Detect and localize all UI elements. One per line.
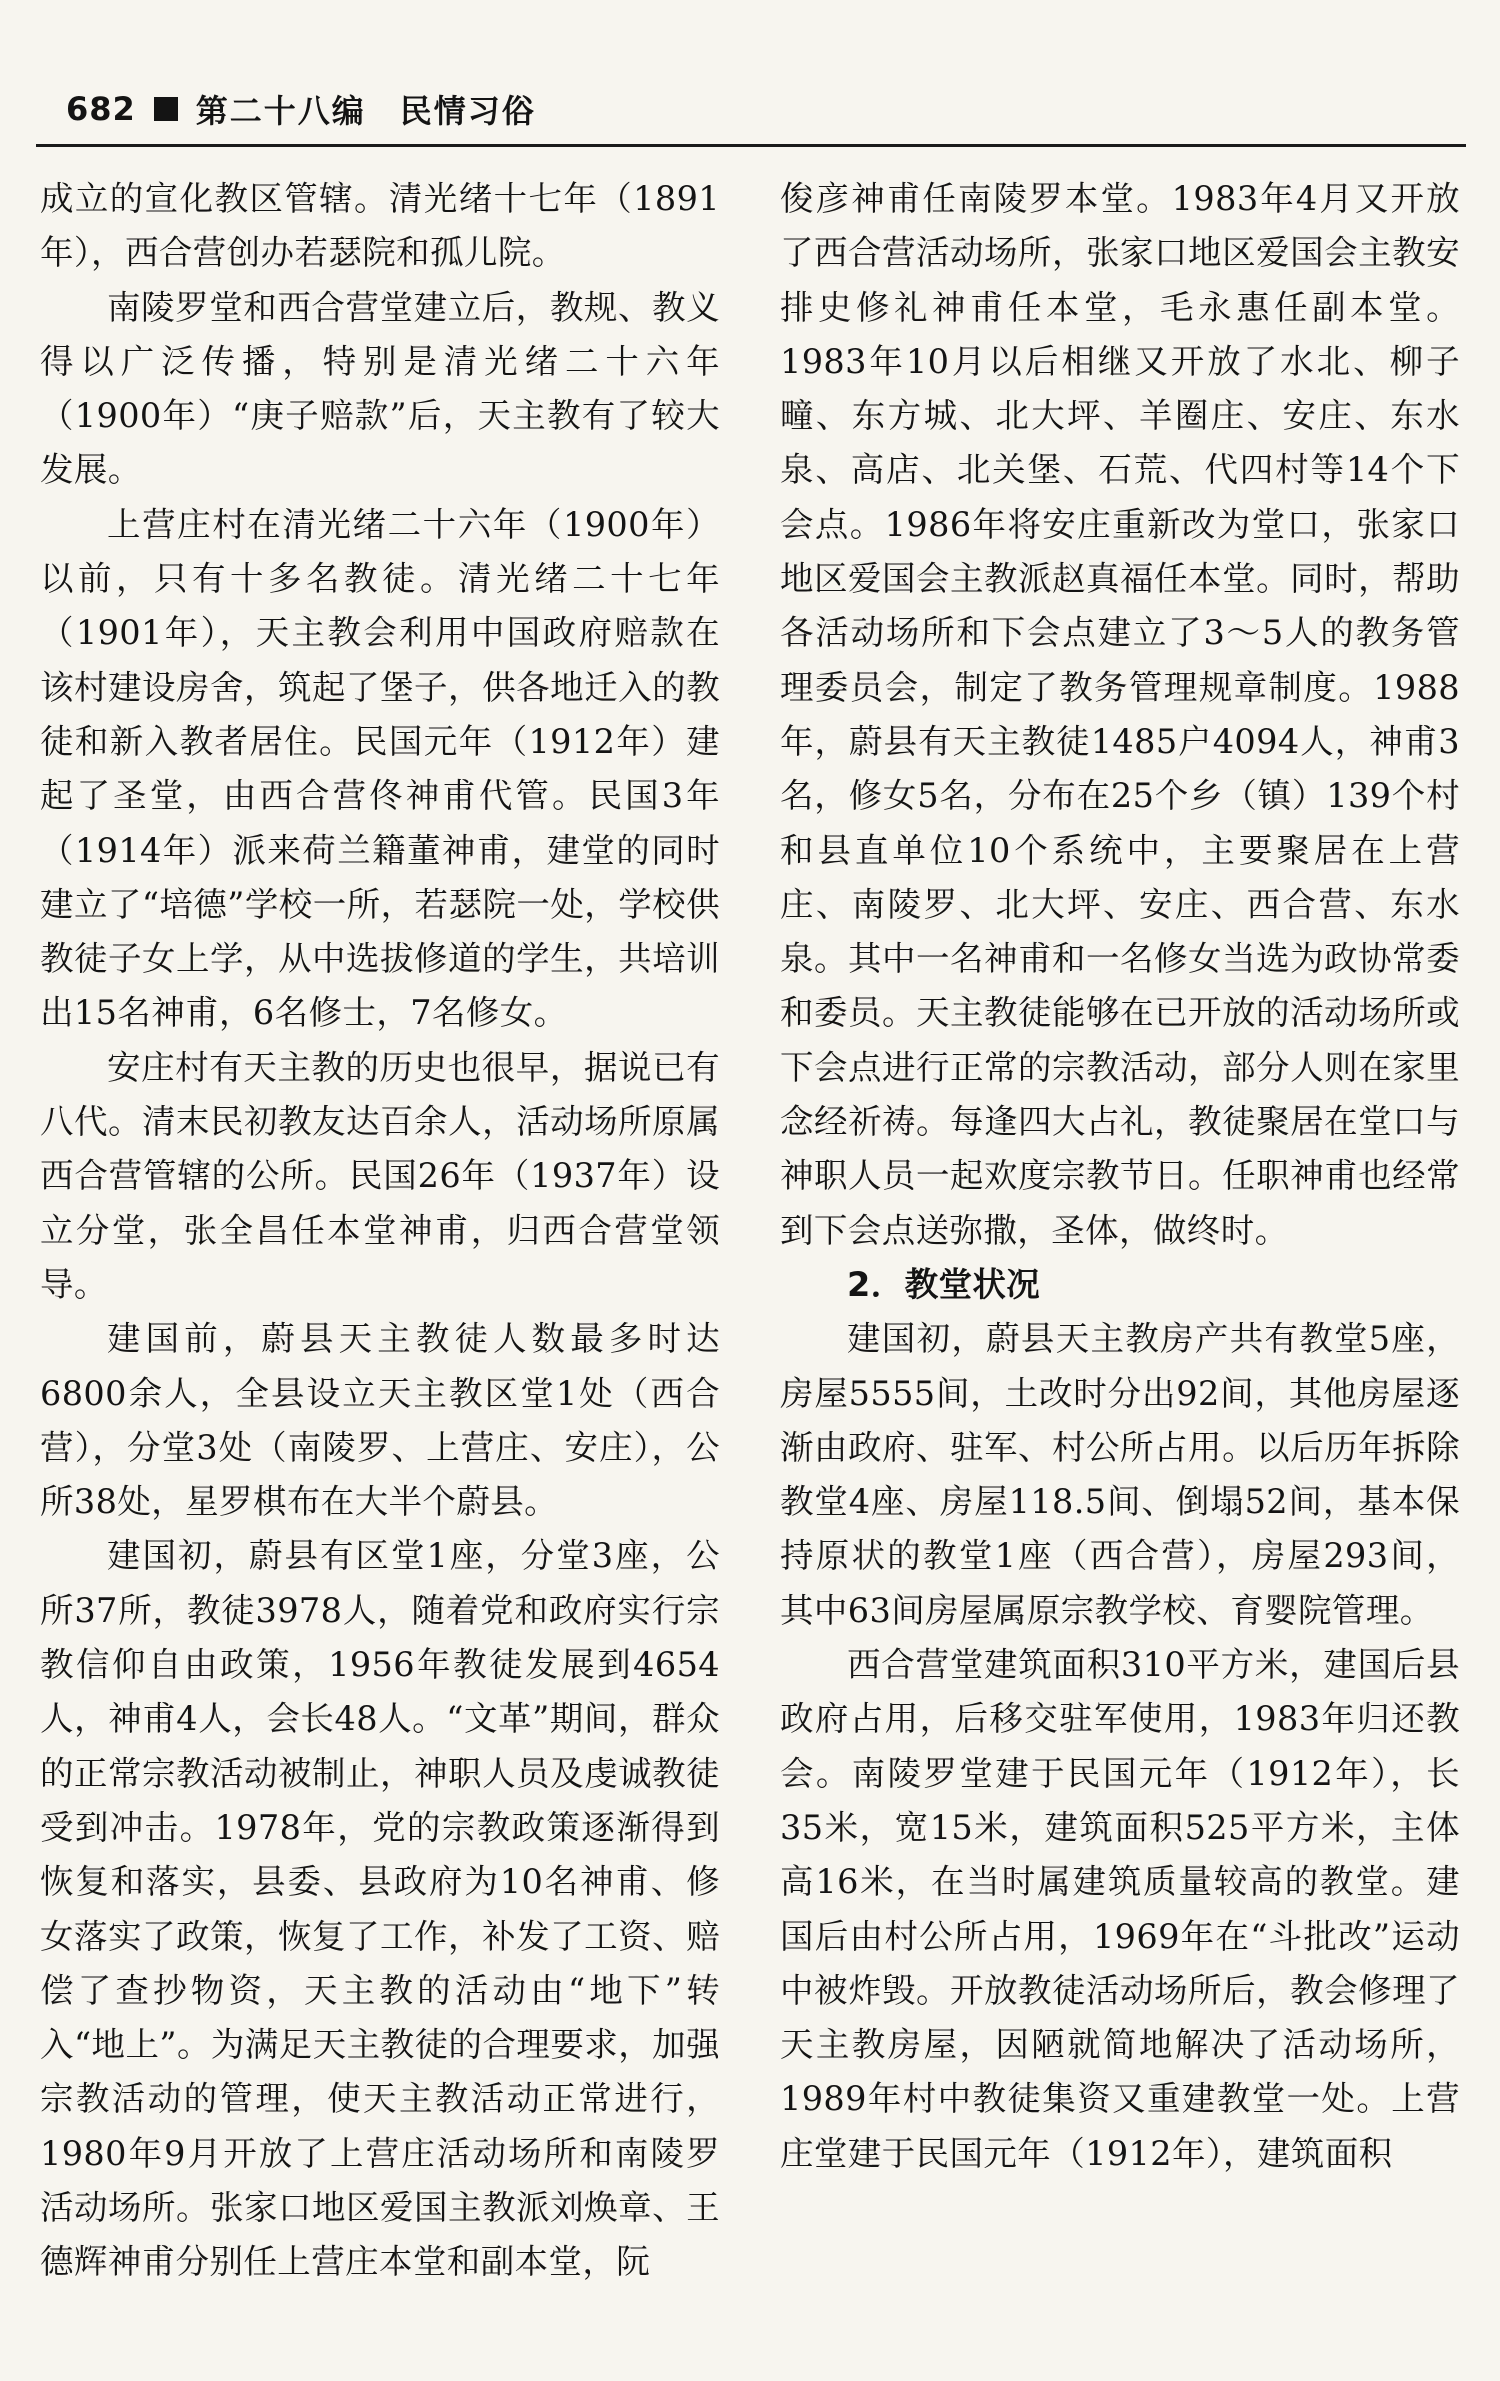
section-title: 第二十八编 民情习俗 [195,92,536,130]
page-header [36,86,1466,142]
right-paragraph-2: 建国初，蔚县天主教房产共有教堂5座，房屋5555间，土改时分出92间，其他房屋逐渐由政府、驻军、村公所占用。以后历年拆除教堂4座、房屋118.5间、倒塌52间，基本保持原状的教堂1座（西合营），房屋293间，其中63间房屋属原宗教学校、育婴院管理。 [780,1319,1460,1630]
left-paragraph-3: 上营庄村在清光绪二十六年（1900年）以前，只有十多名教徒。清光绪二十七年（1901年），天主教会利用中国政府赔款在该村建设房舍，筑起了堡子，供各地迁入的教徒和新入教者居住。民国元年（1912年）建起了圣堂，由西合营佟神甫代管。民国3年（1914年）派来荷兰籍董神甫，建堂的同时建立了“培德”学校一所，若瑟院一处，学校供教徒子女上学，从中选拔修道的学生，共培训出15名神甫，6名修士，7名修女。 [40,504,720,1033]
left-column [40,172,720,2362]
left-paragraph-6: 建国初，蔚县有区堂1座，分堂3座，公所37所，教徒3978人，随着党和政府实行宗教信仰自由政策，1956年教徒发展到4654人，神甫4人，会长48人。“文革”期间，群众的正常宗教活动被制止，神职人员及虔诚教徒受到冲击。1978年，党的宗教政策逐渐得到恢复和落实，县委、县政府为10名神甫、修女落实了政策，恢复了工作，补发了工资、赔偿了查抄物资，天主教的活动由“地下”转入“地上”。为满足天主教徒的合理要求，加强宗教活动的管理，使天主教活动正常进行，1980年9月开放了上营庄活动场所和南陵罗活动场所。张家口地区爱国主教派刘焕章、王德辉神甫分别任上营庄本堂和副本堂，阮 [40,1536,720,2282]
left-paragraph-4: 安庄村有天主教的历史也很早，据说已有八代。清末民初教友达百余人，活动场所原属西合营管辖的公所。民国26年（1937年）设立分堂，张全昌任本堂神甫，归西合营堂领导。 [40,1047,720,1304]
section-heading: 2．教堂状况 [847,1264,1041,1304]
left-paragraph-5: 建国前，蔚县天主教徒人数最多时达6800余人，全县设立天主教区堂1处（西合营），分堂3处（南陵罗、上营庄、安庄），公所38处，星罗棋布在大半个蔚县。 [40,1319,720,1522]
left-paragraph-1: 成立的宣化教区管辖。清光绪十七年（1891年），西合营创办若瑟院和孤儿院。 [40,179,720,273]
left-paragraph-2: 南陵罗堂和西合营堂建立后，教规、教义得以广泛传播，特别是清光绪二十六年（1900年）“庚子赔款”后，天主教有了较大发展。 [40,287,720,490]
header-rule [36,144,1466,147]
header-square-bullet [154,97,178,121]
right-paragraph-3: 西合营堂建筑面积310平方米，建国后县政府占用，后移交驻军使用，1983年归还教会。南陵罗堂建于民国元年（1912年），长35米，宽15米，建筑面积525平方米，主体高16米，在当时属建筑质量较高的教堂。建国后由村公所占用，1969年在“斗批改”运动中被炸毁。开放教徒活动场所后，教会修理了天主教房屋，因陋就简地解决了活动场所，1989年村中教徒集资又重建教堂一处。上营庄堂建于民国元年（1912年），建筑面积 [780,1645,1460,2173]
right-paragraph-1: 俊彦神甫任南陵罗本堂。1983年4月又开放了西合营活动场所，张家口地区爱国会主教安排史修礼神甫任本堂，毛永惠任副本堂。1983年10月以后相继又开放了水北、柳子疃、东方城、北大坪、羊圈庄、安庄、东水泉、高店、北关堡、石荒、代四村等14个下会点。1986年将安庄重新改为堂口，张家口地区爱国会主教派赵真福任本堂。同时，帮助各活动场所和下会点建立了3～5人的教务管理委员会，制定了教务管理规章制度。1988年，蔚县有天主教徒1485户4094人，神甫3名，修女5名，分布在25个乡（镇）139个村和县直单位10个系统中，主要聚居在上营庄、南陵罗、北大坪、安庄、西合营、东水泉。其中一名神甫和一名修女当选为政协常委和委员。天主教徒能够在已开放的活动场所或下会点进行正常的宗教活动，部分人则在家里念经祈祷。每逢四大占礼，教徒聚居在堂口与神职人员一起欢度宗教节日。任职神甫也经常到下会点送弥撒，圣体，做终时。 [780,179,1460,1250]
page-number: 682 [66,90,136,128]
right-column [780,172,1460,2362]
